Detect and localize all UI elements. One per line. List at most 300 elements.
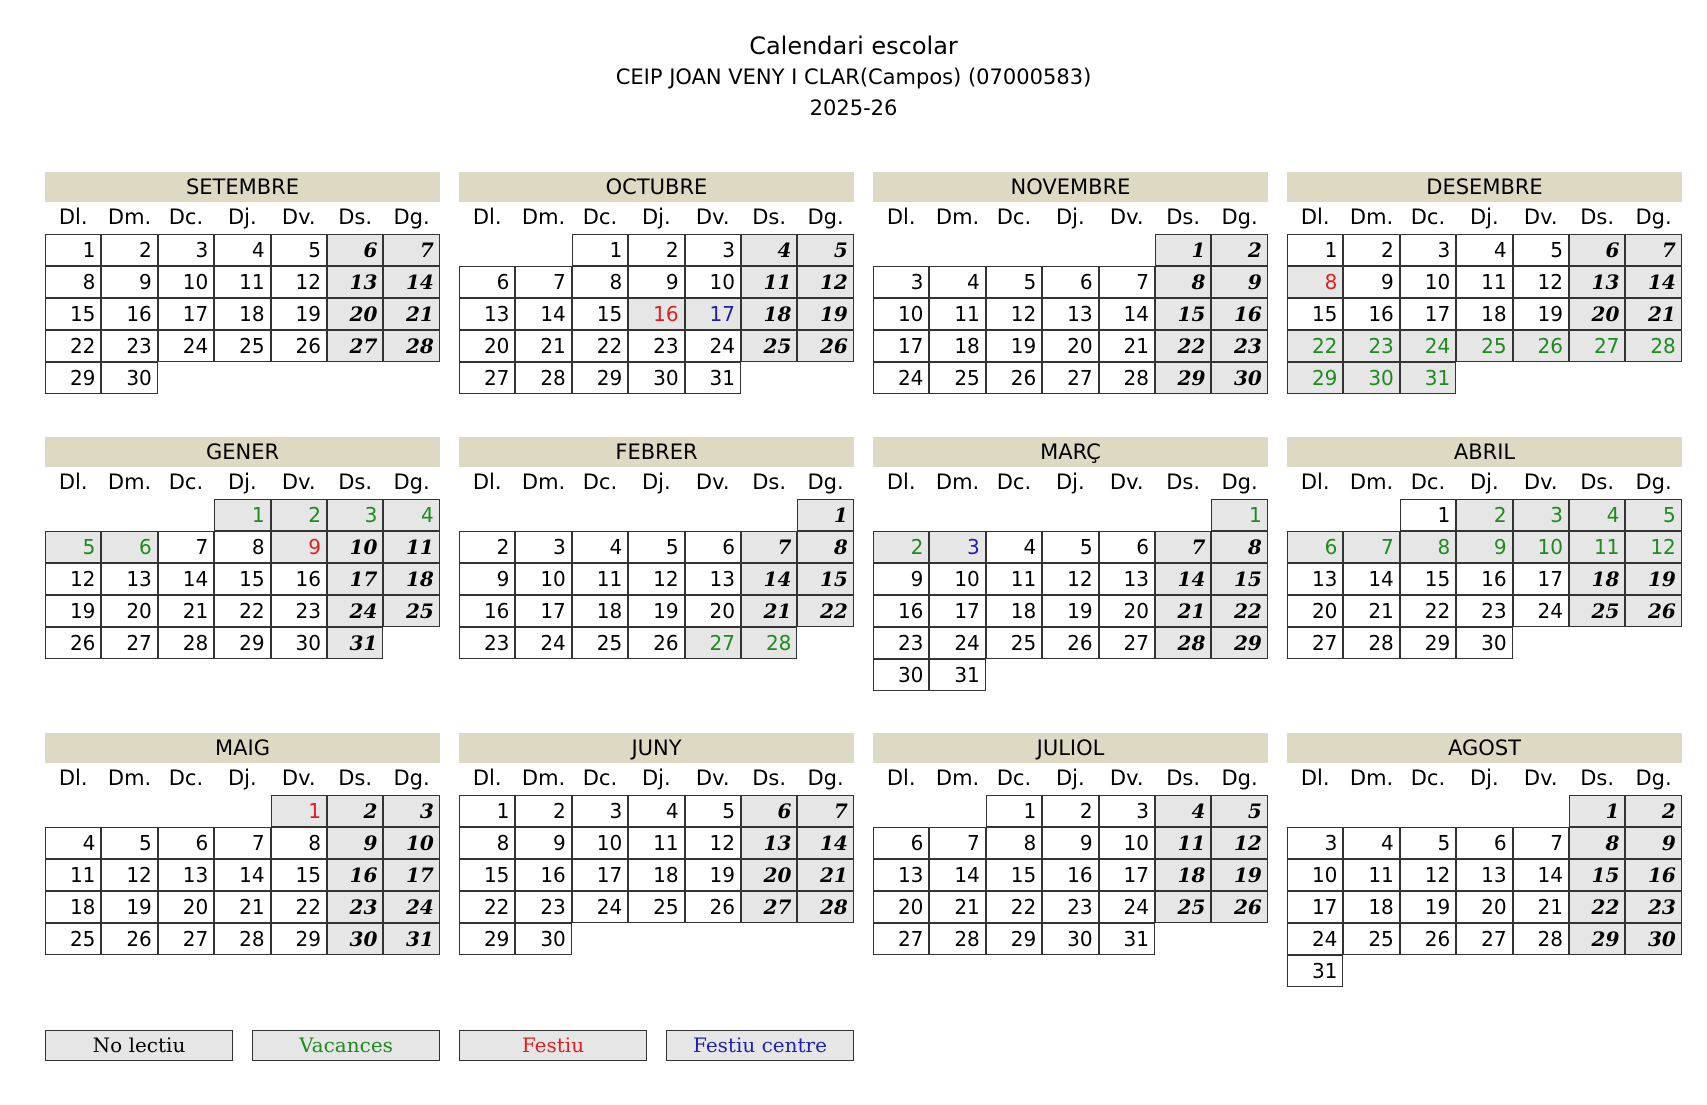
week-row — [1287, 595, 1682, 627]
day-cell: 18 — [1569, 563, 1625, 595]
month-juny — [459, 733, 854, 955]
day-cell: 4 — [214, 234, 270, 266]
day-cell: 9 — [327, 827, 383, 859]
day-cell: 9 — [1042, 827, 1098, 859]
day-cell: 17 — [515, 595, 571, 627]
day-cell: 7 — [515, 266, 571, 298]
day-cell: 6 — [1456, 827, 1512, 859]
day-cell: 4 — [1569, 499, 1625, 531]
page-title: Calendari escolar — [749, 32, 958, 60]
day-cell: 5 — [797, 234, 853, 266]
day-cell: 25 — [1456, 330, 1512, 362]
weekday-label: Dg. — [1221, 470, 1258, 494]
weekday-label: Dv. — [281, 205, 316, 229]
day-cell: 21 — [1099, 330, 1155, 362]
day-cell: 9 — [873, 563, 929, 595]
day-cell: 15 — [1155, 298, 1211, 330]
day-cell: 3 — [873, 266, 929, 298]
day-cell: 5 — [1400, 827, 1456, 859]
day-cell: 30 — [271, 627, 327, 659]
day-cell: 31 — [685, 362, 741, 394]
weekday-label: Dg. — [1635, 470, 1672, 494]
day-cell: 22 — [797, 595, 853, 627]
day-cell: 20 — [101, 595, 157, 627]
week-row — [1287, 499, 1682, 531]
day-cell: 5 — [101, 827, 157, 859]
weekday-label: Dj. — [228, 205, 257, 229]
day-cell: 16 — [1625, 859, 1681, 891]
day-cell: 16 — [271, 563, 327, 595]
day-cell: 8 — [986, 827, 1042, 859]
weekday-label: Dg. — [1221, 205, 1258, 229]
day-cell: 29 — [1155, 362, 1211, 394]
month-name: NOVEMBRE — [873, 172, 1268, 202]
day-cell: 4 — [1343, 827, 1399, 859]
day-cell: 24 — [929, 627, 985, 659]
day-cell: 23 — [1625, 891, 1681, 923]
weekday-label: Dj. — [642, 470, 671, 494]
day-cell: 26 — [797, 330, 853, 362]
weekday-header — [45, 202, 440, 234]
day-cell: 28 — [383, 330, 439, 362]
month-març — [873, 437, 1268, 691]
week-row — [1287, 955, 1682, 987]
week-row — [45, 531, 440, 563]
week-row — [873, 362, 1268, 394]
month-name: AGOST — [1287, 733, 1682, 763]
week-row — [873, 859, 1268, 891]
day-cell: 19 — [986, 330, 1042, 362]
day-cell: 21 — [383, 298, 439, 330]
day-cell: 6 — [1287, 531, 1343, 563]
day-cell: 13 — [873, 859, 929, 891]
day-cell: 11 — [45, 859, 101, 891]
weekday-label: Dg. — [1635, 766, 1672, 790]
day-cell: 26 — [1625, 595, 1681, 627]
day-cell: 20 — [873, 891, 929, 923]
day-cell: 19 — [1625, 563, 1681, 595]
day-cell: 20 — [685, 595, 741, 627]
week-row — [1287, 531, 1682, 563]
day-cell: 12 — [101, 859, 157, 891]
day-cell: 15 — [271, 859, 327, 891]
day-cell: 11 — [214, 266, 270, 298]
day-cell: 28 — [1513, 923, 1569, 955]
day-cell: 10 — [1099, 827, 1155, 859]
weekday-label: Dj. — [1470, 205, 1499, 229]
day-cell: 15 — [1569, 859, 1625, 891]
day-cell: 16 — [515, 859, 571, 891]
weekday-label: Dg. — [807, 766, 844, 790]
day-cell: 17 — [873, 330, 929, 362]
day-cell: 6 — [459, 266, 515, 298]
month-maig — [45, 733, 440, 955]
weekday-label: Ds. — [1166, 470, 1201, 494]
day-cell: 17 — [1513, 563, 1569, 595]
weekday-header — [45, 763, 440, 795]
day-cell: 28 — [797, 891, 853, 923]
day-cell: 20 — [459, 330, 515, 362]
week-row — [1287, 923, 1682, 955]
weekday-label: Dv. — [281, 470, 316, 494]
week-row — [459, 298, 854, 330]
week-row — [459, 330, 854, 362]
weekday-label: Dl. — [472, 205, 502, 229]
day-cell: 25 — [628, 891, 684, 923]
day-cell: 2 — [327, 795, 383, 827]
day-cell: 9 — [628, 266, 684, 298]
weekday-label: Dj. — [642, 766, 671, 790]
weekday-label: Dl. — [58, 470, 88, 494]
weekday-header — [873, 467, 1268, 499]
day-cell: 3 — [383, 795, 439, 827]
day-cell: 9 — [1343, 266, 1399, 298]
day-cell: 24 — [873, 362, 929, 394]
day-cell: 25 — [45, 923, 101, 955]
weekday-label: Dc. — [1410, 470, 1446, 494]
day-cell: 8 — [572, 266, 628, 298]
day-cell: 31 — [1400, 362, 1456, 394]
day-cell: 30 — [1456, 627, 1512, 659]
day-cell: 18 — [1456, 298, 1512, 330]
day-cell: 24 — [685, 330, 741, 362]
day-cell: 1 — [1569, 795, 1625, 827]
day-cell: 8 — [1287, 266, 1343, 298]
day-cell: 19 — [45, 595, 101, 627]
day-cell: 23 — [628, 330, 684, 362]
weekday-label: Ds. — [1166, 766, 1201, 790]
day-cell: 9 — [515, 827, 571, 859]
day-cell: 6 — [873, 827, 929, 859]
day-cell: 11 — [929, 298, 985, 330]
month-name: ABRIL — [1287, 437, 1682, 467]
day-cell: 30 — [873, 659, 929, 691]
day-cell: 16 — [101, 298, 157, 330]
day-cell: 4 — [1155, 795, 1211, 827]
day-cell: 19 — [685, 859, 741, 891]
weekday-label: Dm. — [521, 470, 566, 494]
weekday-label: Dg. — [1635, 205, 1672, 229]
day-cell: 21 — [214, 891, 270, 923]
day-cell: 27 — [1569, 330, 1625, 362]
day-cell: 19 — [628, 595, 684, 627]
day-cell: 2 — [873, 531, 929, 563]
weekday-label: Dc. — [996, 205, 1032, 229]
day-cell: 27 — [459, 362, 515, 394]
weekday-label: Ds. — [752, 766, 787, 790]
day-cell: 23 — [1343, 330, 1399, 362]
weekday-label: Dv. — [1109, 470, 1144, 494]
weekday-label: Dm. — [1349, 766, 1394, 790]
day-cell: 5 — [1211, 795, 1267, 827]
day-cell: 10 — [327, 531, 383, 563]
day-cell: 24 — [515, 627, 571, 659]
day-cell: 25 — [214, 330, 270, 362]
day-cell: 2 — [459, 531, 515, 563]
day-cell: 29 — [271, 923, 327, 955]
day-cell: 25 — [383, 595, 439, 627]
week-row — [45, 595, 440, 627]
weekday-label: Dc. — [168, 470, 204, 494]
weekday-label: Dm. — [107, 766, 152, 790]
weekday-header — [1287, 763, 1682, 795]
day-cell: 21 — [741, 595, 797, 627]
day-cell: 13 — [101, 563, 157, 595]
day-cell: 29 — [1287, 362, 1343, 394]
weekday-label: Dm. — [107, 205, 152, 229]
day-cell: 22 — [1211, 595, 1267, 627]
day-cell: 8 — [1400, 531, 1456, 563]
weekday-label: Dm. — [935, 205, 980, 229]
weekday-label: Dg. — [807, 205, 844, 229]
day-cell: 12 — [271, 266, 327, 298]
week-row — [873, 531, 1268, 563]
week-row — [459, 827, 854, 859]
day-cell: 17 — [685, 298, 741, 330]
day-cell: 17 — [158, 298, 214, 330]
day-cell: 24 — [1513, 595, 1569, 627]
day-cell: 2 — [515, 795, 571, 827]
day-cell: 14 — [1513, 859, 1569, 891]
weekday-label: Dm. — [1349, 205, 1394, 229]
day-cell: 24 — [383, 891, 439, 923]
month-name: FEBRER — [459, 437, 854, 467]
day-cell: 7 — [1343, 531, 1399, 563]
day-cell: 20 — [327, 298, 383, 330]
weekday-label: Dc. — [996, 766, 1032, 790]
day-cell: 17 — [1099, 859, 1155, 891]
day-cell: 13 — [1042, 298, 1098, 330]
week-row — [873, 923, 1268, 955]
month-febrer — [459, 437, 854, 659]
day-cell: 1 — [214, 499, 270, 531]
day-cell: 26 — [101, 923, 157, 955]
weekday-label: Dm. — [521, 205, 566, 229]
week-row — [459, 891, 854, 923]
day-cell: 12 — [1625, 531, 1681, 563]
weekday-header — [459, 467, 854, 499]
day-cell: 17 — [572, 859, 628, 891]
day-cell: 9 — [1625, 827, 1681, 859]
weekday-label: Dc. — [168, 205, 204, 229]
day-cell: 7 — [214, 827, 270, 859]
day-cell: 6 — [1569, 234, 1625, 266]
day-cell: 11 — [1569, 531, 1625, 563]
weekday-label: Ds. — [338, 205, 373, 229]
day-cell: 7 — [158, 531, 214, 563]
day-cell: 5 — [271, 234, 327, 266]
weekday-header — [459, 763, 854, 795]
day-cell: 27 — [1456, 923, 1512, 955]
day-cell: 11 — [741, 266, 797, 298]
day-cell: 17 — [327, 563, 383, 595]
day-cell: 10 — [685, 266, 741, 298]
day-cell: 9 — [459, 563, 515, 595]
week-row — [1287, 362, 1682, 394]
week-row — [459, 795, 854, 827]
weekday-label: Dv. — [281, 766, 316, 790]
day-cell: 6 — [1099, 531, 1155, 563]
day-cell: 4 — [383, 499, 439, 531]
day-cell: 14 — [1343, 563, 1399, 595]
day-cell: 27 — [101, 627, 157, 659]
weekday-label: Dg. — [1221, 766, 1258, 790]
day-cell: 26 — [45, 627, 101, 659]
day-cell: 7 — [797, 795, 853, 827]
day-cell: 11 — [383, 531, 439, 563]
day-cell: 15 — [459, 859, 515, 891]
day-cell: 7 — [1155, 531, 1211, 563]
day-cell: 4 — [1456, 234, 1512, 266]
day-cell: 18 — [572, 595, 628, 627]
day-cell: 31 — [1287, 955, 1343, 987]
month-name: DESEMBRE — [1287, 172, 1682, 202]
day-cell: 28 — [214, 923, 270, 955]
day-cell: 6 — [101, 531, 157, 563]
week-row — [1287, 266, 1682, 298]
day-cell: 20 — [1569, 298, 1625, 330]
month-name: JULIOL — [873, 733, 1268, 763]
day-cell: 10 — [158, 266, 214, 298]
day-cell: 14 — [1099, 298, 1155, 330]
month-setembre — [45, 172, 440, 394]
weekday-label: Ds. — [338, 766, 373, 790]
day-cell: 16 — [327, 859, 383, 891]
day-cell: 18 — [1343, 891, 1399, 923]
day-cell: 21 — [797, 859, 853, 891]
day-cell: 3 — [1287, 827, 1343, 859]
day-cell: 15 — [986, 859, 1042, 891]
day-cell: 23 — [1456, 595, 1512, 627]
day-cell: 2 — [1625, 795, 1681, 827]
day-cell: 4 — [628, 795, 684, 827]
week-row — [45, 627, 440, 659]
day-cell: 1 — [45, 234, 101, 266]
day-cell: 15 — [1400, 563, 1456, 595]
week-row — [873, 330, 1268, 362]
day-cell: 13 — [1456, 859, 1512, 891]
week-row — [459, 362, 854, 394]
weekday-label: Dc. — [168, 766, 204, 790]
day-cell: 7 — [1099, 266, 1155, 298]
day-cell: 9 — [1456, 531, 1512, 563]
weekday-label: Dv. — [1523, 766, 1558, 790]
day-cell: 12 — [1513, 266, 1569, 298]
month-name: MAIG — [45, 733, 440, 763]
weekday-label: Dl. — [886, 470, 916, 494]
day-cell: 16 — [1211, 298, 1267, 330]
day-cell: 2 — [1343, 234, 1399, 266]
day-cell: 5 — [685, 795, 741, 827]
day-cell: 16 — [628, 298, 684, 330]
day-cell: 25 — [929, 362, 985, 394]
day-cell: 13 — [741, 827, 797, 859]
day-cell: 27 — [685, 627, 741, 659]
day-cell: 18 — [1155, 859, 1211, 891]
day-cell: 8 — [271, 827, 327, 859]
day-cell: 31 — [1099, 923, 1155, 955]
weekday-label: Ds. — [338, 470, 373, 494]
day-cell: 21 — [1343, 595, 1399, 627]
weekday-label: Dv. — [1523, 470, 1558, 494]
day-cell: 10 — [929, 563, 985, 595]
month-agost — [1287, 733, 1682, 987]
day-cell: 3 — [158, 234, 214, 266]
weekday-label: Dm. — [521, 766, 566, 790]
day-cell: 26 — [1400, 923, 1456, 955]
month-novembre — [873, 172, 1268, 394]
day-cell: 27 — [741, 891, 797, 923]
day-cell: 12 — [45, 563, 101, 595]
month-gener — [45, 437, 440, 659]
day-cell: 16 — [459, 595, 515, 627]
weekday-label: Dj. — [642, 205, 671, 229]
day-cell: 17 — [383, 859, 439, 891]
day-cell: 29 — [1569, 923, 1625, 955]
weekday-header — [873, 202, 1268, 234]
day-cell: 3 — [1513, 499, 1569, 531]
day-cell: 16 — [1042, 859, 1098, 891]
day-cell: 3 — [1400, 234, 1456, 266]
day-cell: 3 — [1099, 795, 1155, 827]
day-cell: 12 — [1211, 827, 1267, 859]
day-cell: 22 — [459, 891, 515, 923]
day-cell: 25 — [1569, 595, 1625, 627]
calendar-header — [0, 30, 1707, 124]
day-cell: 21 — [1155, 595, 1211, 627]
day-cell: 2 — [101, 234, 157, 266]
day-cell: 1 — [459, 795, 515, 827]
day-cell: 21 — [1625, 298, 1681, 330]
day-cell: 14 — [515, 298, 571, 330]
day-cell: 24 — [1287, 923, 1343, 955]
day-cell: 5 — [986, 266, 1042, 298]
day-cell: 28 — [741, 627, 797, 659]
day-cell: 5 — [628, 531, 684, 563]
month-name: MARÇ — [873, 437, 1268, 467]
weekday-header — [45, 467, 440, 499]
day-cell: 6 — [741, 795, 797, 827]
day-cell: 2 — [1042, 795, 1098, 827]
day-cell: 28 — [1099, 362, 1155, 394]
day-cell: 27 — [1042, 362, 1098, 394]
day-cell: 22 — [986, 891, 1042, 923]
day-cell: 11 — [572, 563, 628, 595]
day-cell: 30 — [327, 923, 383, 955]
legend — [45, 1030, 873, 1061]
day-cell: 25 — [1343, 923, 1399, 955]
week-row — [45, 891, 440, 923]
weekday-label: Dg. — [393, 205, 430, 229]
weekday-label: Ds. — [1580, 766, 1615, 790]
legend-no-lectiu: No lectiu — [45, 1030, 233, 1061]
day-cell: 1 — [797, 499, 853, 531]
day-cell: 22 — [214, 595, 270, 627]
day-cell: 15 — [214, 563, 270, 595]
day-cell: 19 — [1400, 891, 1456, 923]
weekday-label: Dg. — [807, 470, 844, 494]
day-cell: 7 — [383, 234, 439, 266]
day-cell: 19 — [1042, 595, 1098, 627]
day-cell: 19 — [1211, 859, 1267, 891]
day-cell: 14 — [1155, 563, 1211, 595]
weekday-label: Dl. — [1300, 470, 1330, 494]
day-cell: 1 — [1287, 234, 1343, 266]
month-desembre — [1287, 172, 1682, 394]
day-cell: 15 — [572, 298, 628, 330]
day-cell: 14 — [1625, 266, 1681, 298]
week-row — [45, 362, 440, 394]
